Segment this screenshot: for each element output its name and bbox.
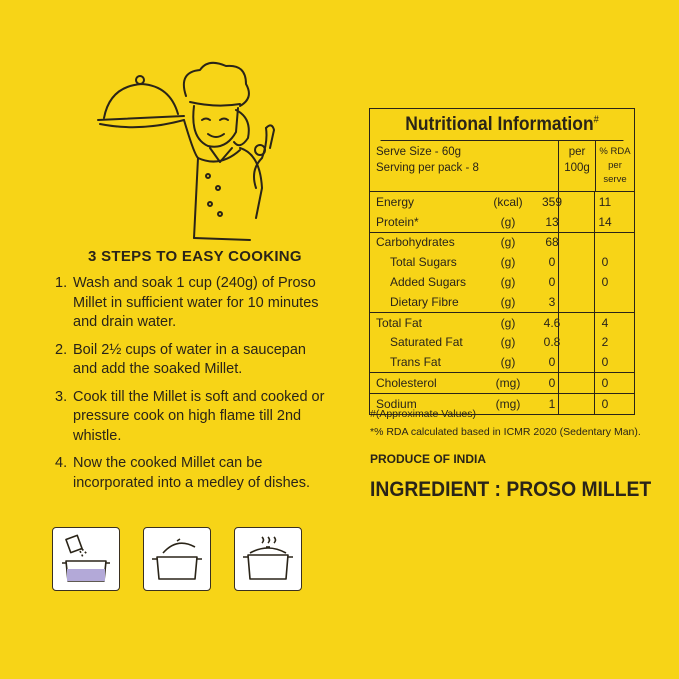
nutrition-rows [370,192,634,414]
nutrient-rda: 14 [598,214,612,229]
per-label: per [568,146,586,158]
list-item [55,388,325,447]
nutrient-unit: (kcal) [493,194,523,209]
nutrient-rda: 0 [601,396,609,411]
nutrient-value: 0.8 [543,335,561,350]
step-number: 3. [55,388,68,405]
cooking-steps-list [55,274,325,501]
nutrient-rda: 0 [601,355,609,370]
nutrient-value: 13 [545,214,559,229]
nutrient-unit: (g) [500,335,516,350]
nutrient-name: Trans Fat [390,355,441,370]
nutrient-rda: 0 [601,376,609,391]
nutrient-unit: (g) [500,275,516,290]
serving-per-pack: Serving per pack - 8 [376,162,479,174]
nutrient-rda: 0 [601,275,609,290]
nutrient-value: 0 [548,376,556,391]
approx-note: #(Approximate Values) [370,408,477,420]
step-text: Cook till the Millet is soft and cooked or pressure cook on high flame till 2nd whistle. [73,388,325,444]
nutrition-title: Nutritional Information# [381,109,624,141]
list-item [55,274,325,333]
nutrient-unit: (mg) [495,376,521,391]
step-text: Wash and soak 1 cup (240g) of Proso Millet in sufficient water for 10 minutes and drain water. [73,275,319,330]
step-number: 4. [55,455,68,471]
covered-pot-icon [143,527,211,591]
steaming-pot-icon [234,527,302,591]
title-mark: # [593,114,599,126]
nutrient-name: Total Sugars [390,255,457,270]
nutrient-unit: (g) [500,255,516,270]
step-number: 2. [55,341,68,358]
nutrient-name: Energy [376,194,415,209]
step-text: Boil 2½ cups of water in a saucepan and add the soaked Millet. [73,341,306,377]
nutrient-value: 0 [548,255,556,270]
nutrient-name: Saturated Fat [390,335,463,350]
step-icons [52,527,302,591]
nutrition-table [369,108,635,415]
nutrient-value: 68 [545,235,559,250]
nutrient-name: Sodium [376,396,417,411]
serve-size: Serve Size - 60g [376,146,462,158]
list-item [55,454,325,493]
steps-title: 3 STEPS TO EASY COOKING [88,248,302,265]
nutrient-unit: (mg) [495,396,521,411]
nutrient-name: Added Sugars [390,275,467,290]
nutrient-value: 0 [548,275,556,290]
nutrient-unit: (g) [500,214,516,229]
ingredient-label: INGREDIENT : PROSO MILLET [370,478,652,501]
nutrient-value: 0 [548,355,556,370]
nutrient-rda: 2 [601,335,609,350]
per-amount: 100g [564,162,590,174]
nutrient-unit: (g) [500,315,516,330]
rda-label: % RDA [599,146,631,157]
nutrient-unit: (g) [500,355,516,370]
nutrient-rda: 4 [601,315,609,330]
rda-sub: per serve [603,160,627,185]
nutrient-value: 3 [548,294,556,309]
nutrient-value: 1 [548,396,556,411]
produce-label: PRODUCE OF INDIA [370,452,487,466]
nutrient-value: 359 [541,194,563,209]
nutrient-name: Protein* [376,214,419,229]
nutrient-name: Cholesterol [376,376,437,391]
nutrient-unit: (g) [500,294,516,309]
chef-illustration [90,58,290,248]
step-number: 1. [55,275,68,291]
pour-water-icon [52,527,120,591]
rda-note: *% RDA calculated based in ICMR 2020 (Sedentary Man). [370,426,641,438]
step-text: Now the cooked Millet can be incorporated into a medley of dishes. [73,455,310,491]
nutrient-value: 4.6 [543,315,561,330]
nutrition-header [370,141,634,192]
nutrient-rda: 0 [601,255,609,270]
list-item [55,341,325,380]
nutrient-unit: (g) [500,235,516,250]
nutrient-name: Total Fat [376,315,423,330]
nutrient-rda: 11 [598,194,612,209]
nutrient-name: Carbohydrates [376,235,455,250]
nutrient-name: Dietary Fibre [390,294,459,309]
